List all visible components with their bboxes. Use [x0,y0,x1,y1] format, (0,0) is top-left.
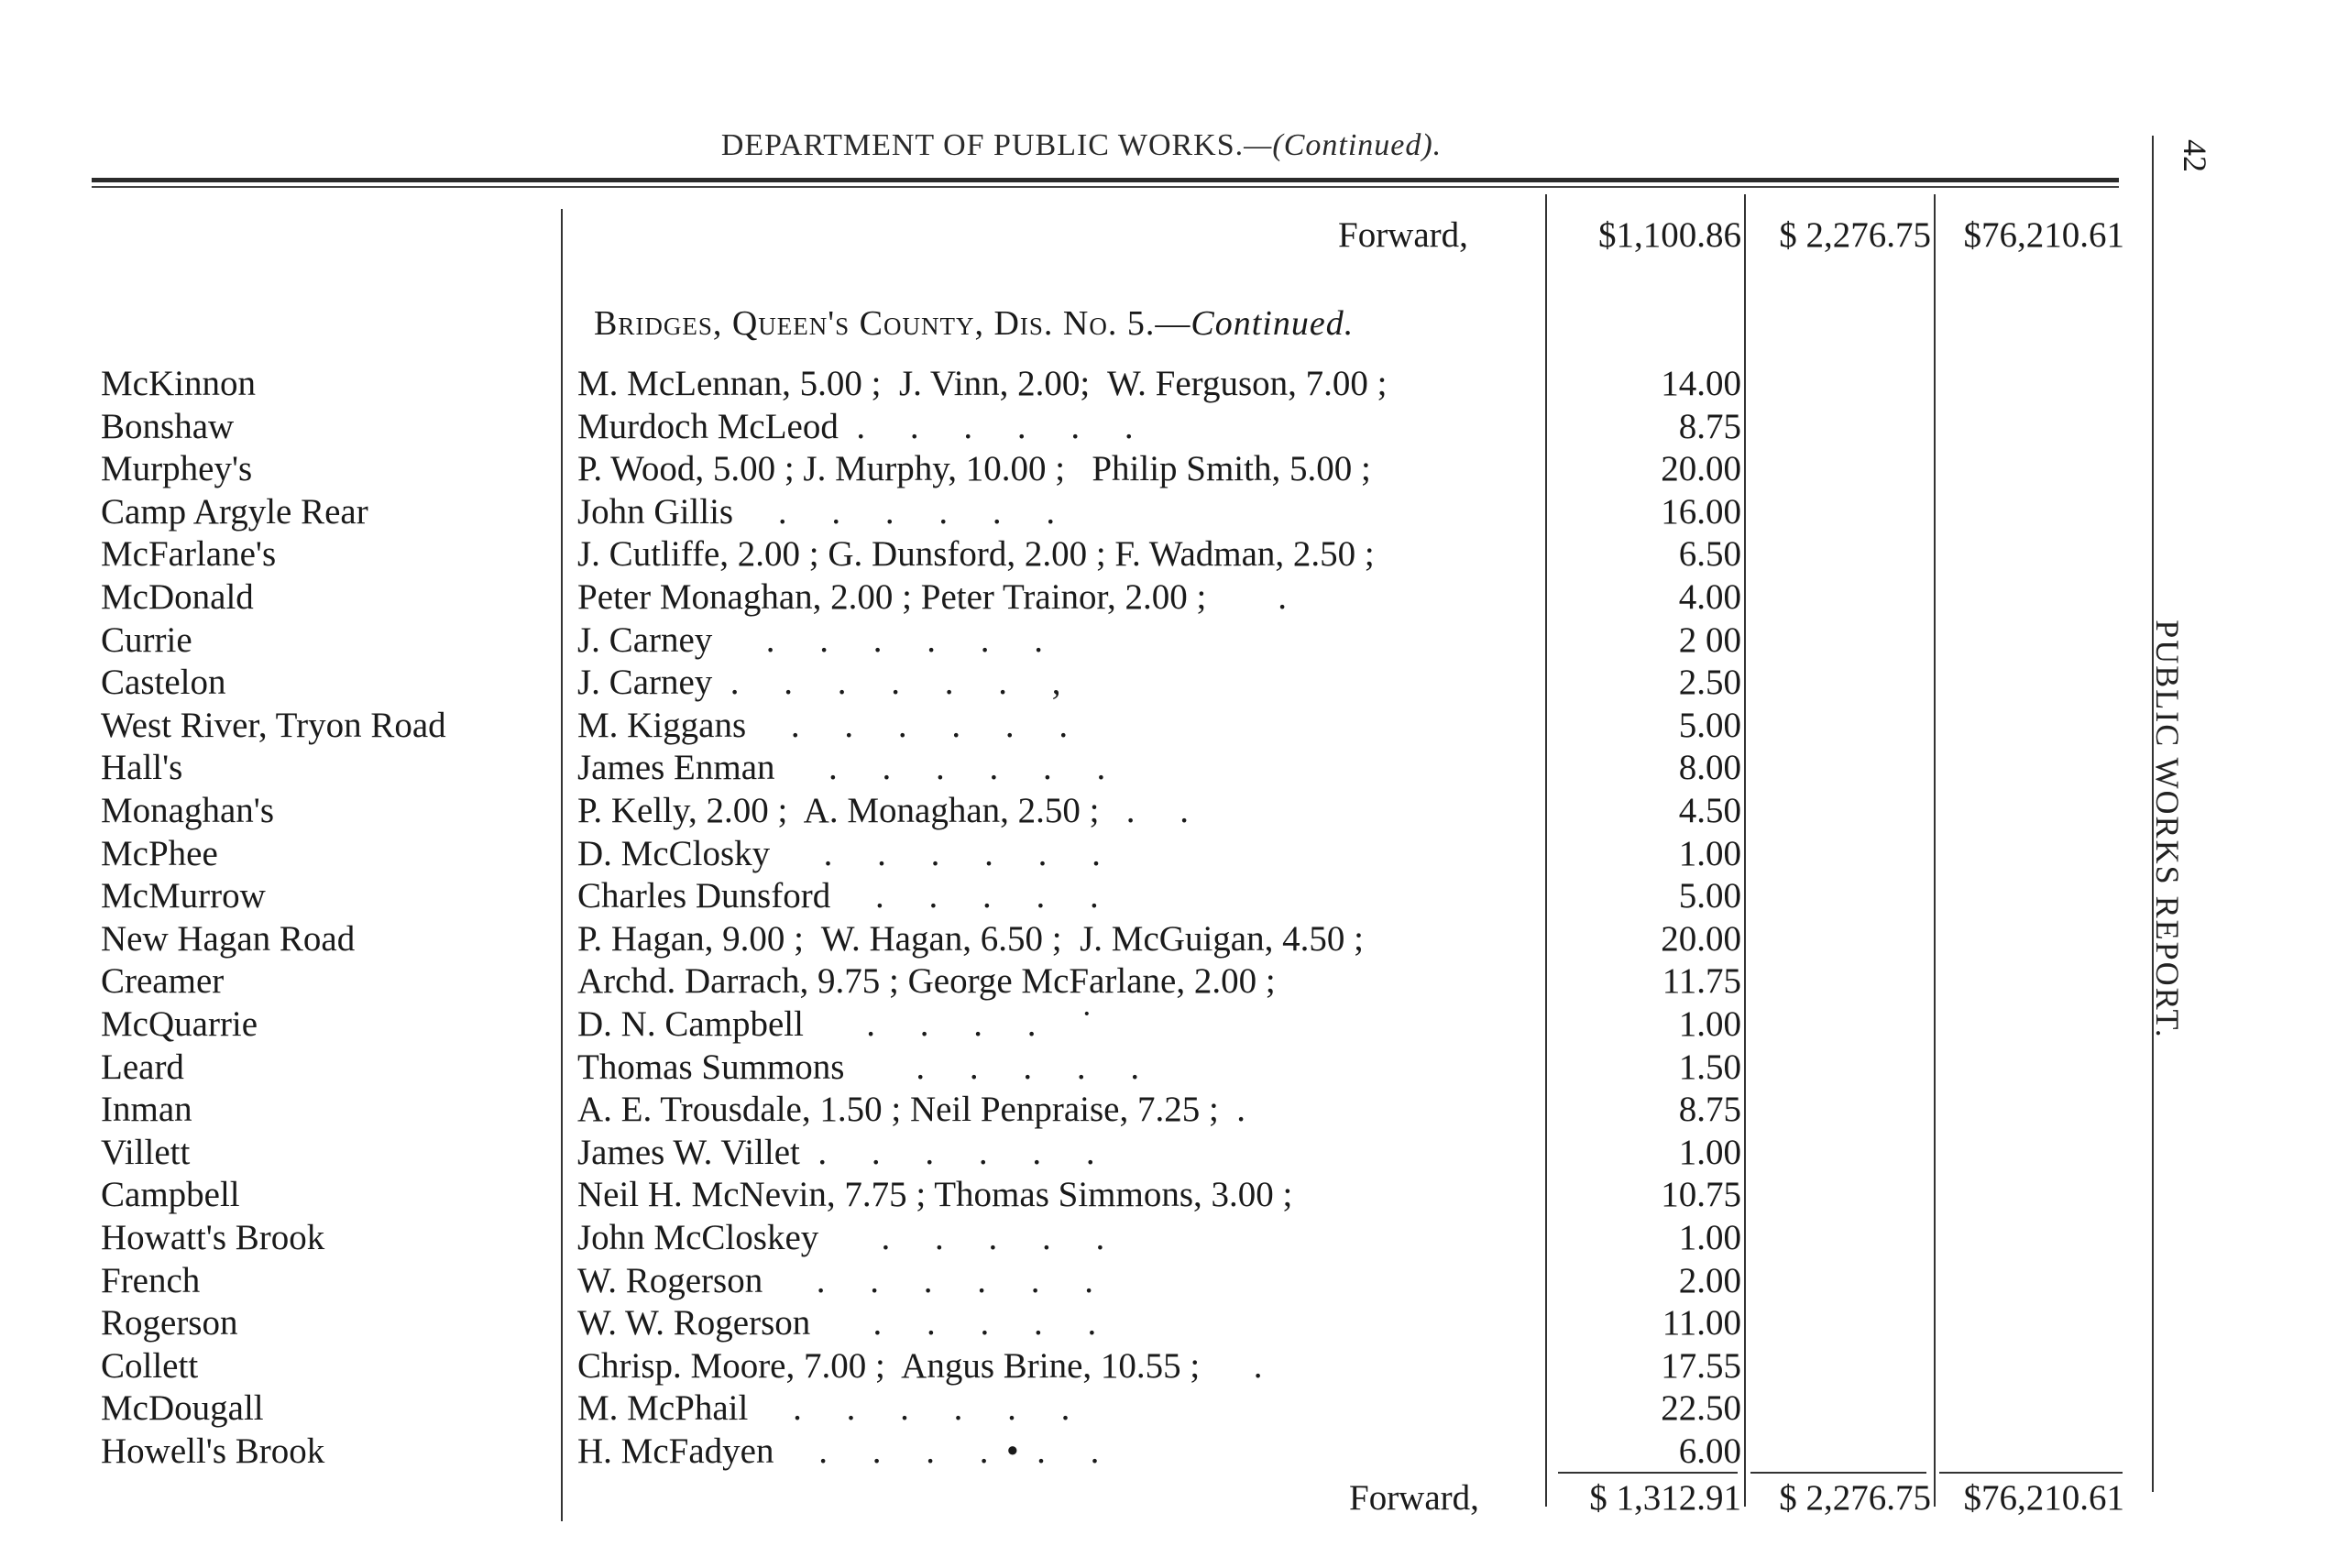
row-payees: Neil H. McNevin, 7.75 ; Thomas Simmons, 3.00 ; [577,1175,1293,1214]
row-bridge-name: Monaghan's [101,791,275,830]
section-subheading [594,302,1354,345]
row-payees: P. Hagan, 9.00 ; W. Hagan, 6.50 ; J. McGuigan, 4.50 ; [577,919,1364,959]
row-bridge-name: Collett [101,1346,199,1386]
row-amount: 1.00 [1678,1218,1741,1257]
forward-bottom-col1: $ 1,312.91 [1589,1478,1741,1518]
row-amount: 6.00 [1678,1431,1741,1471]
column-rule-col2 [1744,194,1746,1507]
column-rule-col3 [1934,194,1936,1507]
row-amount: 1.00 [1678,1133,1741,1172]
row-amount: 11.75 [1662,961,1741,1001]
row-payees: W. Rogerson . . . . . . [577,1261,1093,1300]
row-payees: Thomas Summons . . . . . [577,1047,1140,1087]
column-rule-names [561,209,563,1521]
row-amount: 8.00 [1678,748,1741,787]
row-payees: D. N. Campbell . . . . ˙ [577,1004,1093,1044]
row-payees: Charles Dunsford . . . . . [577,876,1099,916]
row-payees: James W. Villet . . . . . . [577,1133,1095,1172]
row-amount: 1.00 [1678,834,1741,873]
column-rule-amounts [1545,194,1547,1507]
row-amount: 2.00 [1678,1261,1741,1300]
row-payees: P. Kelly, 2.00 ; A. Monaghan, 2.50 ; . . [577,791,1189,830]
forward-bottom-col3: $76,210.61 [1963,1478,2124,1518]
row-amount: 8.75 [1678,407,1741,446]
row-bridge-name: Camp Argyle Rear [101,492,368,532]
forward-bottom-col2: $ 2,276.75 [1779,1478,1931,1518]
side-running-title: PUBLIC WORKS REPORT. [2149,620,2187,1039]
header-rule-thick [92,178,2119,182]
row-bridge-name: Bonshaw [101,407,235,446]
row-amount: 2.50 [1678,663,1741,702]
row-payees: J. Carney . . . . . . , [577,663,1061,702]
row-amount: 5.00 [1678,706,1741,745]
header-title: DEPARTMENT OF PUBLIC WORKS. [720,128,1245,162]
row-payees: M. Kiggans . . . . . . [577,706,1069,745]
row-bridge-name: McDougall [101,1388,264,1428]
row-amount: 11.00 [1662,1303,1741,1343]
row-bridge-name: Campbell [101,1175,240,1214]
row-bridge-name: Currie [101,620,192,660]
row-bridge-name: Murphey's [101,449,253,488]
row-amount: 4.00 [1678,577,1741,617]
forward-top-col2: $ 2,276.75 [1779,215,1931,255]
row-payees: Peter Monaghan, 2.00 ; Peter Trainor, 2.00 ; . [577,577,1288,617]
row-payees: W. W. Rogerson . . . . . [577,1303,1097,1343]
row-payees: J. Cutliffe, 2.00 ; G. Dunsford, 2.00 ; F. Wadman, 2.50 ; [577,534,1375,574]
forward-bottom-label: Forward, [1349,1478,1479,1518]
row-amount: 5.00 [1678,876,1741,916]
forward-top-col1: $1,100.86 [1598,215,1741,255]
row-bridge-name: McMurrow [101,876,266,916]
forward-top-label: Forward, [1338,215,1468,255]
subheading-continued: Continued. [1190,304,1355,343]
row-payees: John Gillis . . . . . . [577,492,1056,532]
page-header [0,128,2163,163]
row-bridge-name: Howatt's Brook [101,1218,325,1257]
row-payees: M. McLennan, 5.00 ; J. Vinn, 2.00; W. Ferguson, 7.00 ; [577,364,1388,403]
row-bridge-name: Howell's Brook [101,1431,325,1471]
row-bridge-name: McQuarrie [101,1004,258,1044]
row-amount: 2 00 [1678,620,1741,660]
row-amount: 14.00 [1661,364,1741,403]
row-payees: P. Wood, 5.00 ; J. Murphy, 10.00 ; Philip Smith, 5.00 ; [577,449,1371,488]
total-rule-col1 [1558,1472,1738,1474]
row-amount: 22.50 [1661,1388,1741,1428]
row-bridge-name: McDonald [101,577,254,617]
row-bridge-name: McKinnon [101,364,256,403]
row-payees: Archd. Darrach, 9.75 ; George McFarlane, 2.00 ; [577,961,1276,1001]
row-bridge-name: New Hagan Road [101,919,356,959]
row-bridge-name: West River, Tryon Road [101,706,446,745]
row-payees: D. McClosky . . . . . . [577,834,1101,873]
row-payees: H. McFadyen . . . . • . . [577,1431,1100,1471]
row-payees: James Enman . . . . . . [577,748,1106,787]
row-payees: Chrisp. Moore, 7.00 ; Angus Brine, 10.55 ; . [577,1346,1263,1386]
row-payees: J. Carney . . . . . . [577,620,1044,660]
total-rule-col3 [1939,1472,2123,1474]
row-bridge-name: French [101,1261,201,1300]
row-payees: M. McPhail . . . . . . [577,1388,1070,1428]
row-bridge-name: McPhee [101,834,218,873]
row-bridge-name: Castelon [101,663,226,702]
row-amount: 17.55 [1661,1346,1741,1386]
header-continued: —(Continued). [1244,128,1443,162]
row-amount: 1.50 [1678,1047,1741,1087]
row-bridge-name: McFarlane's [101,534,277,574]
page-number: 42 [2177,139,2213,172]
row-bridge-name: Hall's [101,748,183,787]
row-bridge-name: Creamer [101,961,225,1001]
row-amount: 20.00 [1661,919,1741,959]
row-amount: 20.00 [1661,449,1741,488]
row-payees: John McCloskey . . . . . [577,1218,1105,1257]
header-rule-thin [92,186,2119,188]
total-rule-col2 [1750,1472,1926,1474]
row-bridge-name: Leard [101,1047,184,1087]
row-bridge-name: Rogerson [101,1303,238,1343]
row-payees: A. E. Trousdale, 1.50 ; Neil Penpraise, 7.25 ; . [577,1090,1246,1129]
row-bridge-name: Inman [101,1090,192,1129]
subheading-text: Bridges, Queen's County, Dis. No. 5.— [594,304,1191,343]
row-amount: 8.75 [1678,1090,1741,1129]
row-amount: 6.50 [1678,534,1741,574]
row-bridge-name: Villett [101,1133,191,1172]
row-amount: 10.75 [1661,1175,1741,1214]
row-amount: 1.00 [1678,1004,1741,1044]
row-amount: 4.50 [1678,791,1741,830]
row-payees: Murdoch McLeod . . . . . . [577,407,1134,446]
row-amount: 16.00 [1661,492,1741,532]
forward-top-col3: $76,210.61 [1963,215,2124,255]
